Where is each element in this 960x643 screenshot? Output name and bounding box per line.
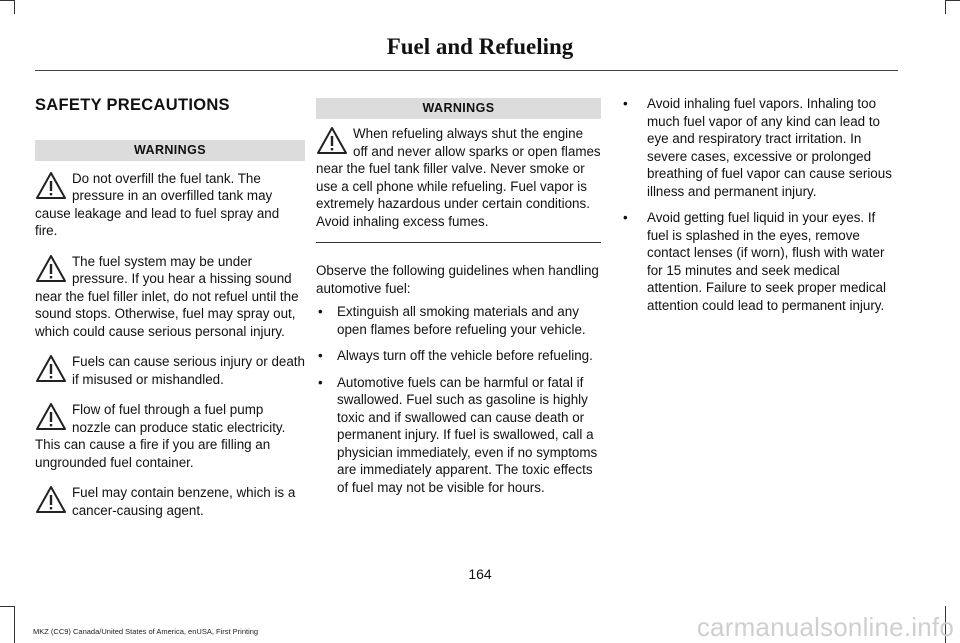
warning-item xyxy=(35,484,305,519)
section-divider xyxy=(316,242,601,243)
list-item: • Avoid inhaling fuel vapors. Inhaling too much fuel vapor of any kind can lead to eye and respiratory tract irritation. In severe cases, excessive or prolonged breathing of fuel vapor can cause serious illness and permanent injury. xyxy=(620,95,898,200)
warning-item xyxy=(316,125,601,230)
list-item: • Automotive fuels can be harmful or fatal if swallowed. Fuel such as gasoline is highly toxic and if swallowed can cause death or permanent injury. If fuel is swallowed, call a physician immediately, even if no symptoms are immediately apparent. The toxic effects of fuel may not be visible for hours. xyxy=(316,374,601,497)
warning-item xyxy=(35,353,305,388)
header-rule xyxy=(35,70,898,71)
warning-text: Do not overfill the fuel tank. The pressure in an overfilled tank may cause leakage and lead to fuel spray and fire. xyxy=(35,170,280,238)
list-item: • Extinguish all smoking materials and any open flames before refueling your vehicle. xyxy=(316,303,601,338)
warning-triangle-icon xyxy=(35,402,67,432)
column-2 xyxy=(316,95,601,505)
warning-text: Fuel may contain benzene, which is a cancer-causing agent. xyxy=(72,485,296,518)
warnings-heading: WARNINGS xyxy=(35,140,305,161)
crop-mark xyxy=(14,0,15,14)
crop-mark xyxy=(0,606,14,607)
warning-item xyxy=(35,401,305,471)
edition-footer: MKZ (CC9) Canada/United States of America, enUSA, First Printing xyxy=(33,627,259,636)
warning-text: When refueling always shut the engine off and never allow sparks or open flames near the fuel tank filler valve. Never smoke or use a cell phone while refueling. Fuel vapor is extremely hazardous under certain conditions. Avoid inhaling excess fumes. xyxy=(316,126,601,229)
guidelines-list xyxy=(620,95,898,314)
intro-paragraph: Observe the following guidelines when handling automotive fuel: xyxy=(316,263,599,296)
warning-text: The fuel system may be under pressure. If you hear a hissing sound near the fuel filler inlet, do not refuel until the sound stops. Otherwise, fuel may spray out, which could cause serious personal injury. xyxy=(35,253,299,339)
section-title: SAFETY PRECAUTIONS xyxy=(35,96,230,114)
warning-text: Fuels can cause serious injury or death if misused or mishandled. xyxy=(72,354,305,387)
column-3 xyxy=(620,95,898,323)
warning-triangle-icon xyxy=(35,485,67,515)
crop-mark xyxy=(14,606,15,643)
warning-triangle-icon xyxy=(35,171,67,201)
column-1 xyxy=(35,95,305,519)
crop-mark xyxy=(945,0,946,14)
list-item: • Avoid getting fuel liquid in your eyes. If fuel is splashed in the eyes, remove contact lenses (if worn), flush with water for 15 minutes and seek medical attention. Failure to seek proper medical attention could lead to permanent injury. xyxy=(620,209,898,314)
watermark: carmanualsonline.info xyxy=(696,612,954,642)
warning-triangle-icon xyxy=(316,126,348,156)
warning-text: Flow of fuel through a fuel pump nozzle can produce static electricity. This can cause a fire if you are filling an ungrounded fuel container. xyxy=(35,402,286,470)
crop-mark xyxy=(0,0,14,1)
warning-triangle-icon xyxy=(35,354,67,384)
warning-item xyxy=(35,253,305,341)
guidelines-list xyxy=(316,303,601,496)
page-number: 164 xyxy=(468,566,492,582)
page-title: Fuel and Refueling xyxy=(386,34,574,59)
warning-item xyxy=(35,170,305,240)
warnings-heading: WARNINGS xyxy=(316,98,601,119)
warning-triangle-icon xyxy=(35,254,67,284)
crop-mark xyxy=(946,0,960,1)
list-item: • Always turn off the vehicle before refueling. xyxy=(316,347,601,365)
